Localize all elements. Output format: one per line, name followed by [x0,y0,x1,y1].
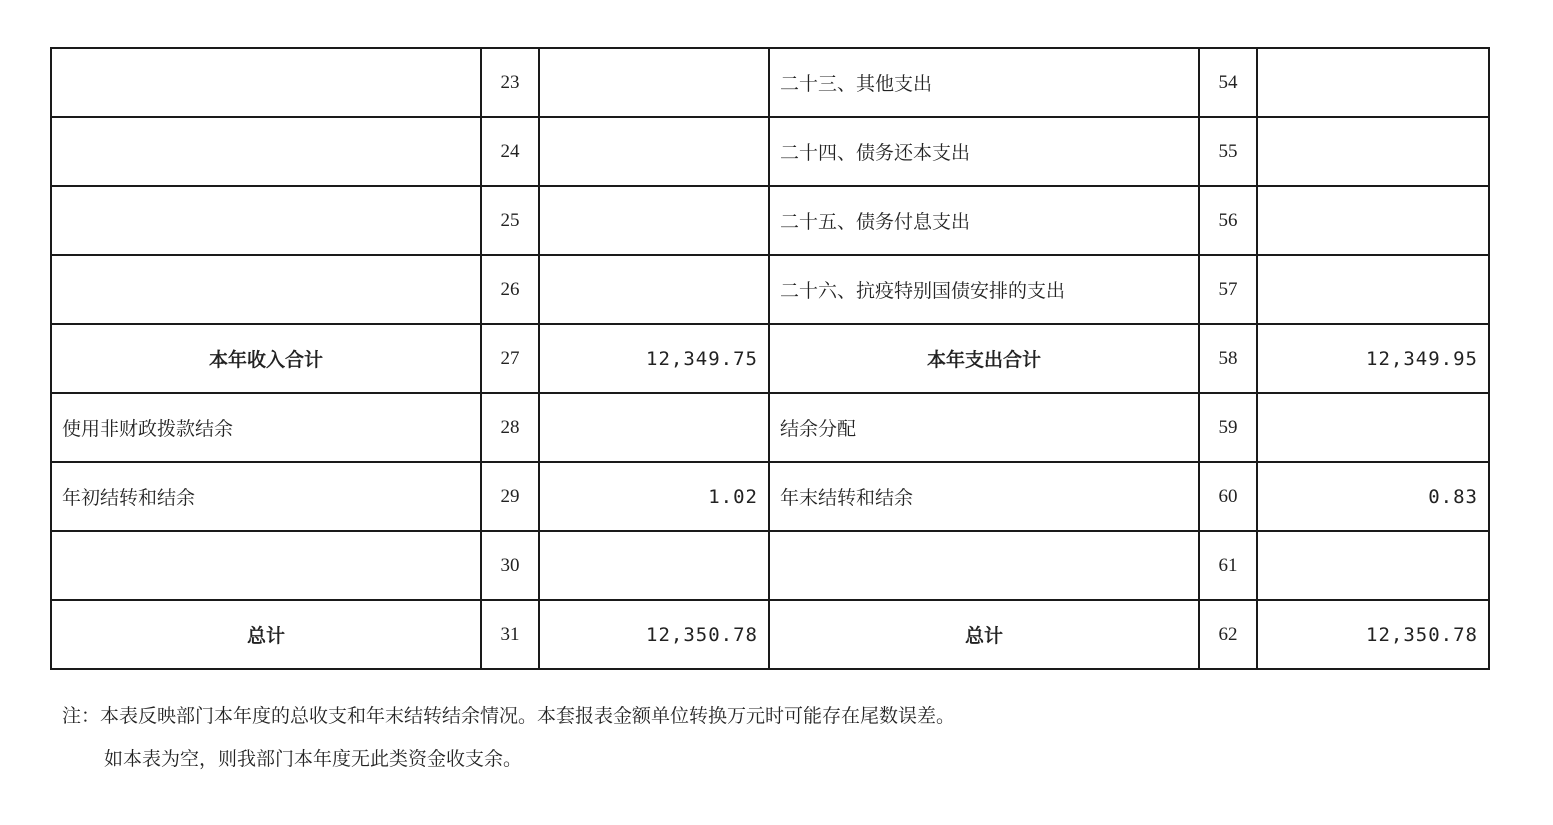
income-item-cell: 年初结转和结余 [51,462,481,531]
income-line-number-cell: 24 [481,117,539,186]
expense-amount-cell: 0.83 [1257,462,1489,531]
income-amount-cell [539,48,769,117]
table-row [51,462,1489,531]
expense-amount-cell [1257,393,1489,462]
income-amount-cell [539,531,769,600]
table-note-empty-statement: 如本表为空，则我部门本年度无此类资金收支余。 [104,748,523,770]
expense-line-number-cell: 56 [1199,186,1257,255]
income-item-cell [51,186,481,255]
income-line-number-cell: 27 [481,324,539,393]
expense-line-number-cell: 62 [1199,600,1257,669]
income-amount-cell: 12,350.78 [539,600,769,669]
expense-item-cell: 本年支出合计 [769,324,1199,393]
income-item-cell: 使用非财政拨款结余 [51,393,481,462]
expense-item-cell: 总计 [769,600,1199,669]
expense-item-cell: 二十六、抗疫特别国债安排的支出 [769,255,1199,324]
income-item-cell [51,48,481,117]
income-amount-cell [539,393,769,462]
expense-amount-cell [1257,186,1489,255]
income-line-number-cell: 25 [481,186,539,255]
income-item-cell: 本年收入合计 [51,324,481,393]
income-line-number-cell: 30 [481,531,539,600]
table-note: 注：本表反映部门本年度的总收支和年末结转结余情况。本套报表金额单位转换万元时可能存在尾数误差。 [62,705,956,727]
budget-summary-table [50,47,1490,670]
income-line-number-cell: 26 [481,255,539,324]
expense-item-cell: 结余分配 [769,393,1199,462]
expense-amount-cell [1257,531,1489,600]
table-row [51,48,1489,117]
income-item-cell [51,255,481,324]
expense-amount-cell: 12,350.78 [1257,600,1489,669]
expense-amount-cell: 12,349.95 [1257,324,1489,393]
table-row [51,117,1489,186]
table-row [51,186,1489,255]
income-item-cell [51,531,481,600]
table-row [51,324,1489,393]
income-item-cell: 总计 [51,600,481,669]
income-item-cell [51,117,481,186]
expense-item-cell: 二十三、其他支出 [769,48,1199,117]
expense-item-cell: 二十四、债务还本支出 [769,117,1199,186]
table-row [51,255,1489,324]
income-amount-cell [539,117,769,186]
expense-line-number-cell: 59 [1199,393,1257,462]
expense-item-cell [769,531,1199,600]
income-amount-cell: 12,349.75 [539,324,769,393]
expense-amount-cell [1257,255,1489,324]
income-line-number-cell: 28 [481,393,539,462]
expense-item-cell: 二十五、债务付息支出 [769,186,1199,255]
expense-line-number-cell: 54 [1199,48,1257,117]
table-row [51,531,1489,600]
income-line-number-cell: 31 [481,600,539,669]
income-amount-cell [539,255,769,324]
expense-line-number-cell: 58 [1199,324,1257,393]
expense-line-number-cell: 57 [1199,255,1257,324]
table-body [51,48,1489,669]
expense-line-number-cell: 55 [1199,117,1257,186]
expense-amount-cell [1257,117,1489,186]
expense-line-number-cell: 61 [1199,531,1257,600]
table-row [51,393,1489,462]
expense-item-cell: 年末结转和结余 [769,462,1199,531]
table-row [51,600,1489,669]
income-line-number-cell: 29 [481,462,539,531]
expense-amount-cell [1257,48,1489,117]
income-line-number-cell: 23 [481,48,539,117]
income-amount-cell [539,186,769,255]
income-amount-cell: 1.02 [539,462,769,531]
expense-line-number-cell: 60 [1199,462,1257,531]
